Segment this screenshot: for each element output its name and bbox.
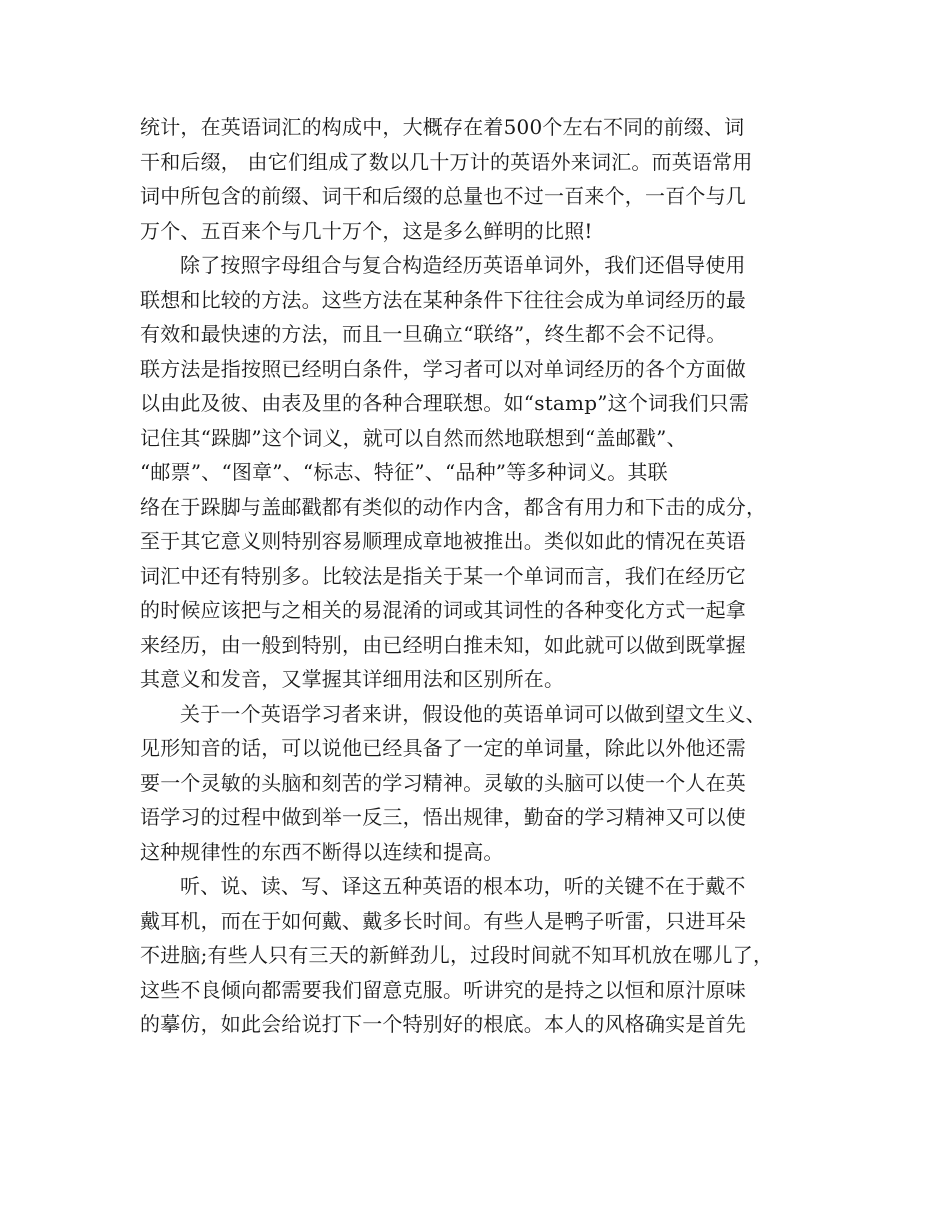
text-line: 干和后缀， 由它们组成了数以几十万计的英语外来词汇。而英语常用 — [140, 149, 753, 174]
text-line: 联方法是指按照已经明白条件，学习者可以对单词经历的各个方面做 — [140, 356, 746, 381]
text-line: 的摹仿，如此会给说打下一个特别好的根底。本人的风格确实是首先 — [140, 1012, 746, 1036]
text-line: 词汇中还有特别多。比较法是指关于某一个单词而言，我们在经历它 — [140, 563, 746, 588]
text-line: 这些不良倾向都需要我们留意克服。听讲究的是持之以恒和原汁原味 — [140, 977, 746, 1002]
document-body — [140, 110, 812, 1042]
text-line: 的时候应该把与之相关的易混淆的词或其词性的各种变化方式一起拿 — [140, 598, 746, 622]
text-line: 要一个灵敏的头脑和刻苦的学习精神。灵敏的头脑可以使一个人在英 — [140, 770, 746, 795]
text-line: 记住其“跺脚”这个词义，就可以自然而然地联想到“盖邮戳”、 — [140, 425, 687, 450]
text-line: 语学习的过程中做到举一反三，悟出规律，勤奋的学习精神又可以使 — [140, 805, 746, 829]
text-line: 联想和比较的方法。这些方法在某种条件下往往会成为单词经历的最 — [140, 287, 746, 312]
text-line: 万个、五百来个与几十万个，这是多么鲜明的比照! — [140, 218, 593, 243]
text-line: 不进脑;有些人只有三天的新鲜劲儿，过段时间就不知耳机放在哪儿了， — [140, 943, 774, 967]
text-line: 来经历，由一般到特别，由已经明白推未知，如此就可以做到既掌握 — [140, 632, 746, 657]
paragraph — [140, 110, 812, 248]
text-line: 戴耳机，而在于如何戴、戴多长时间。有些人是鸭子听雷，只进耳朵 — [140, 908, 746, 933]
paragraph — [140, 869, 812, 1042]
paragraph — [140, 248, 812, 697]
text-line: 至于其它意义则特别容易顺理成章地被推出。类似如此的情况在英语 — [140, 529, 746, 553]
text-line: 有效和最快速的方法，而且一旦确立“联络”，终生都不会不记得。 — [140, 322, 727, 346]
text-line: 统计，在英语词汇的构成中，大概存在着500个左右不同的前缀、词 — [140, 115, 745, 139]
text-line: 见形知音的话，可以说他已经具备了一定的单词量，除此以外他还需 — [140, 736, 746, 760]
text-line: 听、说、读、写、译这五种英语的根本功，听的关键不在于戴不 — [180, 874, 746, 898]
text-line: 除了按照字母组合与复合构造经历英语单词外，我们还倡导使用 — [180, 253, 746, 277]
text-line: 络在于跺脚与盖邮戳都有类似的动作内含，都含有用力和下击的成分， — [140, 494, 767, 519]
text-line: 以由此及彼、由表及里的各种合理联想。如“stamp”这个词我们只需 — [140, 391, 750, 415]
text-line: 词中所包含的前缀、词干和后缀的总量也不过一百来个，一百个与几 — [140, 184, 746, 208]
text-line: 这种规律性的东西不断得以连续和提高。 — [140, 839, 504, 864]
text-line: “邮票”、“图章”、“标志、特征”、“品种”等多种词义。其联 — [140, 460, 668, 484]
text-line: 关于一个英语学习者来讲，假设他的英语单词可以做到望文生义、 — [180, 701, 766, 726]
text-line: 其意义和发音，又掌握其详细用法和区别所在。 — [140, 667, 565, 691]
paragraph — [140, 697, 812, 870]
